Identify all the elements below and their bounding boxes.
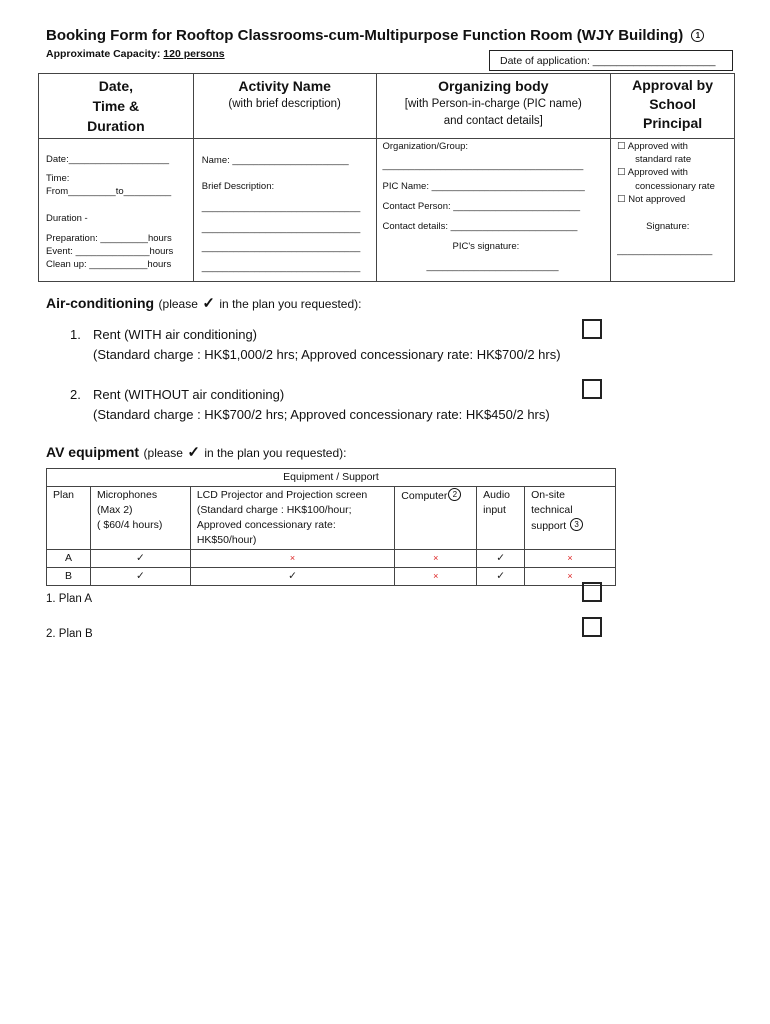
cleanup-field[interactable]: Clean up: ___________hours: [46, 259, 172, 270]
av-col-plan: Plan: [47, 487, 91, 550]
header-duration: Duration: [87, 118, 145, 134]
aircon-option-1-checkbox[interactable]: [582, 319, 602, 339]
organization-field[interactable]: ______________________________________: [382, 160, 584, 171]
contact-person-field[interactable]: Contact Person: ________________________: [382, 201, 581, 212]
organization-label: Organization/Group:: [382, 141, 469, 152]
checkmark-icon: ✓: [202, 295, 215, 312]
av-row-a-plan: A: [47, 550, 91, 568]
footnote-3-icon: 3: [570, 518, 583, 531]
av-note-pre: (please: [143, 446, 183, 460]
aircon-option-2-title: Rent (WITHOUT air conditioning): [93, 387, 285, 402]
av-note-post: in the plan you requested):: [204, 446, 347, 460]
av-col-audio-1: Audio: [483, 489, 511, 501]
av-heading: [46, 443, 346, 462]
av-row-b-plan: B: [47, 568, 91, 586]
footnote-2-icon: 2: [448, 488, 461, 501]
activity-cell: [193, 139, 376, 282]
av-col-lcd-2: (Standard charge : HK$100/hour;: [196, 504, 352, 516]
aircon-option-1-detail: (Standard charge : HK$1,000/2 hrs; Approved concessionary rate: HK$700/2 hrs): [93, 347, 561, 362]
plan-b-label: 2. Plan B: [46, 628, 93, 640]
form-title-text: Booking Form for Rooftop Classrooms-cum-Multipurpose Function Room (WJY Building): [46, 27, 684, 44]
av-row-a-lcd: ×: [190, 550, 394, 568]
time-from-to-field[interactable]: From_________to_________: [46, 186, 172, 197]
aircon-option-2-num: 2.: [70, 387, 81, 402]
organizing-body-cell: [376, 139, 611, 282]
description-line-1[interactable]: ______________________________: [201, 202, 361, 213]
header-org-title: Organizing body: [438, 78, 549, 94]
event-field[interactable]: Event: ______________hours: [46, 246, 174, 257]
approved-standard-checkbox[interactable]: ☐ Approved with: [617, 141, 688, 152]
header-activity-title: Activity Name: [238, 78, 331, 94]
preparation-field[interactable]: Preparation: _________hours: [46, 233, 172, 244]
capacity-label: Approximate Capacity:: [46, 48, 161, 60]
av-col-audio-2: input: [483, 504, 506, 516]
approval-cell: [611, 139, 735, 282]
av-row-b-support: ×: [525, 568, 616, 586]
not-approved-checkbox[interactable]: ☐ Not approved: [617, 194, 686, 205]
header-org-sub2: and contact details]: [443, 115, 543, 127]
header-approval-2: School: [649, 96, 696, 112]
av-table-header-row: [47, 487, 616, 550]
capacity-value: 120 persons: [163, 48, 225, 60]
principal-signature-label: Signature:: [646, 221, 690, 232]
approved-concessionary-label: concessionary rate: [635, 181, 715, 192]
av-row-a-audio: ✓: [477, 550, 525, 568]
approved-concessionary-checkbox[interactable]: ☐ Approved with: [617, 167, 688, 178]
av-row-b-mic: ✓: [90, 568, 190, 586]
header-org-sub1: [with Person-in-charge (PIC name): [404, 98, 582, 110]
av-col-support-2: technical: [531, 504, 573, 516]
form-title: [46, 27, 704, 44]
av-col-lcd-1: LCD Projector and Projection screen: [196, 489, 368, 501]
pic-signature-label: PIC's signature:: [452, 241, 520, 252]
approved-standard-label: standard rate: [635, 154, 692, 165]
av-row-b-audio: ✓: [477, 568, 525, 586]
brief-description-label: Brief Description:: [201, 181, 275, 192]
booking-table: [38, 73, 735, 282]
contact-details-field[interactable]: Contact details: ________________________: [382, 221, 578, 232]
aircon-note-post: in the plan you requested):: [219, 297, 362, 311]
aircon-option-2-checkbox[interactable]: [582, 379, 602, 399]
av-col-audio: [477, 487, 525, 550]
description-line-3[interactable]: ______________________________: [201, 242, 361, 253]
av-row-a-support: ×: [525, 550, 616, 568]
av-col-support-1: On-site: [531, 489, 565, 501]
date-of-application-field[interactable]: Date of application: _____________________: [489, 50, 733, 71]
header-activity: [193, 74, 376, 139]
aircon-option-1-num: 1.: [70, 327, 81, 342]
header-approval: [611, 74, 735, 139]
av-heading-text: AV equipment: [46, 444, 140, 460]
principal-signature-field[interactable]: __________________: [617, 245, 713, 256]
date-field[interactable]: Date:___________________: [46, 154, 170, 165]
av-col-computer-text: Computer: [401, 490, 448, 502]
av-col-lcd-4: HK$50/hour): [196, 534, 257, 546]
description-line-4[interactable]: ______________________________: [201, 262, 361, 273]
av-col-mic-3: ( $60/4 hours): [96, 519, 163, 531]
av-table-row-b: [47, 568, 616, 586]
av-col-support-3: support: [531, 520, 567, 532]
av-row-b-computer: ×: [395, 568, 477, 586]
av-table-title: Equipment / Support: [47, 469, 616, 487]
aircon-heading: [46, 294, 362, 313]
av-row-b-lcd: ✓: [190, 568, 394, 586]
plan-b-checkbox[interactable]: [582, 617, 602, 637]
header-date: Date,: [98, 78, 133, 94]
av-table-title-row: [47, 469, 616, 487]
aircon-heading-text: Air-conditioning: [46, 295, 155, 311]
aircon-note-pre: (please: [158, 297, 198, 311]
checkmark-icon: ✓: [187, 444, 200, 461]
aircon-option-1-title: Rent (WITH air conditioning): [93, 327, 257, 342]
plan-a-label: 1. Plan A: [46, 593, 93, 605]
av-table-row-a: [47, 550, 616, 568]
pic-name-field[interactable]: PIC Name: _____________________________: [382, 181, 585, 192]
av-col-lcd-3: Approved concessionary rate:: [196, 519, 336, 531]
av-col-computer: [395, 487, 477, 550]
description-line-2[interactable]: ______________________________: [201, 223, 361, 234]
time-label: Time:: [46, 173, 70, 184]
header-organizing-body: [376, 74, 611, 139]
header-approval-1: Approval by: [632, 77, 714, 93]
header-approval-3: Principal: [642, 115, 703, 131]
aircon-option-2-detail: (Standard charge : HK$700/2 hrs; Approved concessionary rate: HK$450/2 hrs): [93, 407, 550, 422]
header-date-time: [39, 74, 194, 139]
plan-a-checkbox[interactable]: [582, 582, 602, 602]
av-col-mic-2: (Max 2): [96, 504, 133, 516]
date-time-cell: [39, 139, 194, 282]
activity-name-field[interactable]: Name: ______________________: [201, 155, 349, 166]
footnote-1-icon: 1: [691, 29, 704, 42]
booking-table-header: [39, 74, 735, 139]
av-equipment-table: [46, 468, 616, 586]
booking-table-body: [39, 139, 735, 282]
av-row-a-computer: ×: [395, 550, 477, 568]
capacity-line: [46, 48, 225, 60]
header-time: Time &: [92, 98, 140, 114]
header-activity-sub: (with brief description): [228, 98, 341, 110]
av-row-a-mic: ✓: [90, 550, 190, 568]
av-col-support: [525, 487, 616, 550]
av-col-lcd: [190, 487, 394, 550]
av-col-microphones: [90, 487, 190, 550]
duration-label: Duration -: [46, 213, 88, 224]
av-col-mic-1: Microphones: [96, 489, 158, 501]
pic-signature-field[interactable]: _________________________: [426, 261, 559, 272]
